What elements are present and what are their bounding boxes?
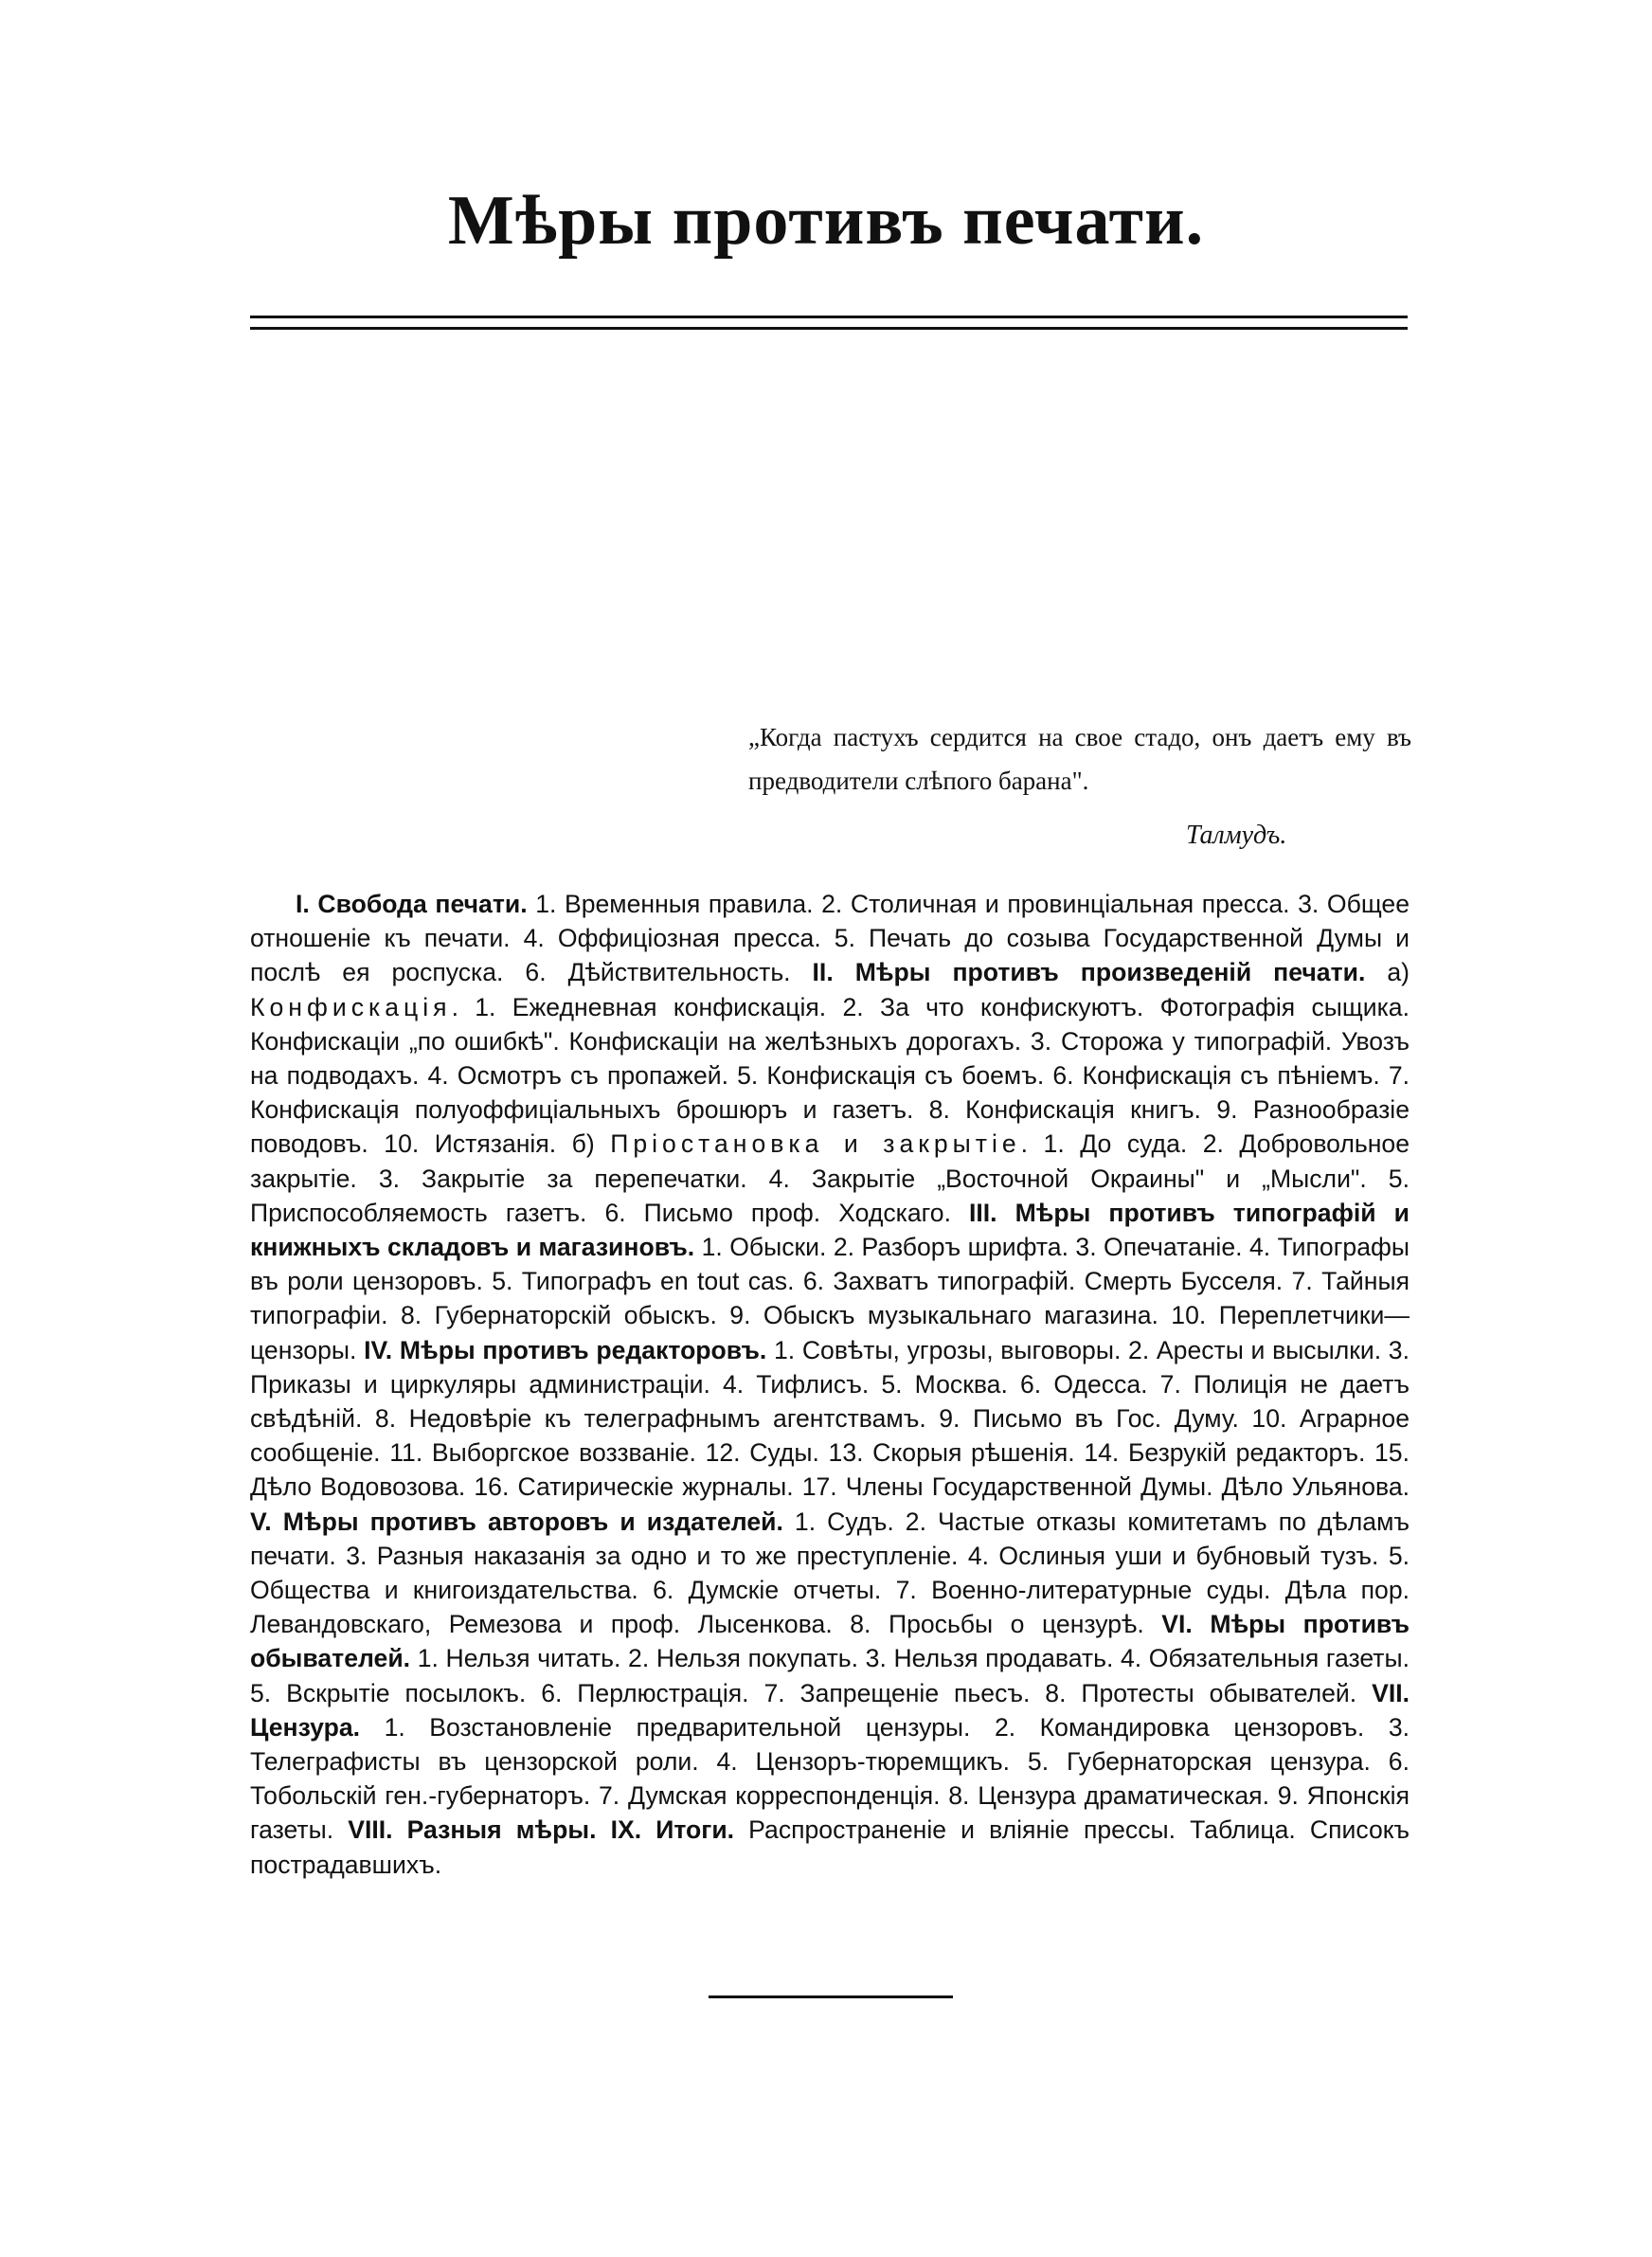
epigraph — [748, 715, 1411, 850]
section-6-items: 1. Нельзя читать. 2. Нельзя покупать. 3. Нельзя продавать. 4. Обязательныя газеты. 5. Вскрытіе посылокъ. 6. Перлюстрація. 7. Запрещеніе пьесъ. 8. Протесты обывателей. — [250, 1644, 1410, 1707]
section-2a-label: а) — [1365, 958, 1410, 987]
rule-line-bottom — [250, 327, 1408, 330]
section-2b-title: Пріостановка и закрытіе — [610, 1129, 1021, 1159]
page-title: Мѣры противъ печати. — [447, 182, 1205, 260]
section-9-items: Распространеніе и вліяніе прессы. Таблица. Списокъ пострадавшихъ. — [250, 1815, 1410, 1879]
section-9-heading: IX. Итоги. — [610, 1815, 735, 1845]
title-double-rule — [250, 316, 1408, 331]
section-2a-title: Конфискація — [250, 992, 452, 1021]
section-7-heading: VII. Цензура. — [250, 1678, 1410, 1742]
section-3-items: 1. Обыски. 2. Разборъ шрифта. 3. Опечатаніе. 4. Типографы въ роли цензоровъ. 5. Типографъ en tout cas. 6. Захватъ типографій. Смерть Бусселя. 7. Тайныя типографіи. 8. Губернаторскій обыскъ. 9. Обыскъ музыкальнаго магазина. 10. Переплетчики—цензоры. — [250, 1233, 1410, 1364]
closing-rule — [709, 1995, 953, 1998]
section-2-heading: II. Мѣры противъ произведеній печати. — [812, 958, 1366, 987]
section-4-heading: IV. Мѣры противъ редакторовъ. — [364, 1335, 767, 1364]
section-2b-items: . 1. До суда. 2. Добровольное закрытіе. 3. Закрытіе за перепечатки. 4. Закрытіе „Восточной Окраины" и „Мысли". 5. Приспособляемость газетъ. 6. Письмо проф. Ходскаго. — [250, 1129, 1410, 1227]
section-8-heading: VIII. Разныя мѣры. — [348, 1815, 597, 1845]
epigraph-quote: „Когда пастухъ сердится на свое стадо, онъ даетъ ему въ предводители слѣпого барана". — [748, 723, 1411, 795]
section-1-items: 1. Временныя правила. 2. Столичная и провинціальная пресса. 3. Общее отношеніе къ печати. 4. Оффиціозная пресса. 5. Печать до созыва Государственной Думы и послѣ ея роспуска. 6. Дѣйствительность. — [250, 890, 1410, 987]
epigraph-source: Талмудъ. — [1186, 821, 1287, 850]
section-2b-label: б) — [556, 1129, 611, 1159]
section-1-heading: I. Свобода печати. — [296, 890, 528, 918]
table-of-contents — [250, 887, 1410, 1882]
section-2a-items: . 1. Ежедневная конфискація. 2. За что конфискуютъ. Фотографія сыщика. Конфискаціи „по ошибкѣ". Конфискаціи на желѣзныхъ дорогахъ. 3. Сторожа у типографій. Увозъ на подводахъ. 4. Осмотръ съ пропажей. 5. Конфискація съ боемъ. 6. Конфискація съ пѣніемъ. 7. Конфискація полуоффиціальныхъ брошюръ и газетъ. 8. Конфискація книгъ. 9. Разнообразіе поводовъ. 10. Истязанія. — [250, 992, 1410, 1159]
section-6-heading: VI. Мѣры противъ обывателей. — [250, 1610, 1410, 1673]
section-3-heading: III. Мѣры противъ типографій и книжныхъ складовъ и магазиновъ. — [250, 1198, 1410, 1262]
section-7-items: 1. Возстановленіе предварительной цензуры. 2. Командировка цензоровъ. 3. Телеграфисты въ цензорской роли. 4. Цензоръ-тюремщикъ. 5. Губернаторская цензура. 6. Тобольскій ген.-губернаторъ. 7. Думская корреспонденція. 8. Цензура драматическая. 9. Японскія газеты. — [250, 1712, 1410, 1845]
section-4-items: 1. Совѣты, угрозы, выговоры. 2. Аресты и высылки. 3. Приказы и циркуляры администраціи. 4. Тифлисъ. 5. Москва. 6. Одесса. 7. Полиція не даетъ свѣдѣній. 8. Недовѣріе къ телеграфнымъ агентствамъ. 9. Письмо въ Гос. Думу. 10. Аграрное сообщеніе. 11. Выборгское воззваніе. 12. Суды. 13. Скорыя рѣшенія. 14. Безрукій редакторъ. 15. Дѣло Водовозова. 16. Сатирическіе журналы. 17. Члены Государственной Думы. Дѣло Ульянова. — [250, 1335, 1410, 1502]
section-5-heading: V. Мѣры противъ авторовъ и издателей. — [250, 1507, 783, 1536]
rule-line-top — [250, 316, 1408, 318]
section-5-items: 1. Судъ. 2. Частые отказы комитетамъ по дѣламъ печати. 3. Разныя наказанія за одно и то же преступленіе. 4. Ослиныя уши и бубновый тузъ. 5. Общества и книгоиздательства. 6. Думскіе отчеты. 7. Военно-литературные суды. Дѣла пор. Левандовскаго, Ремезова и проф. Лысенкова. 8. Просьбы о цензурѣ. — [250, 1507, 1410, 1639]
